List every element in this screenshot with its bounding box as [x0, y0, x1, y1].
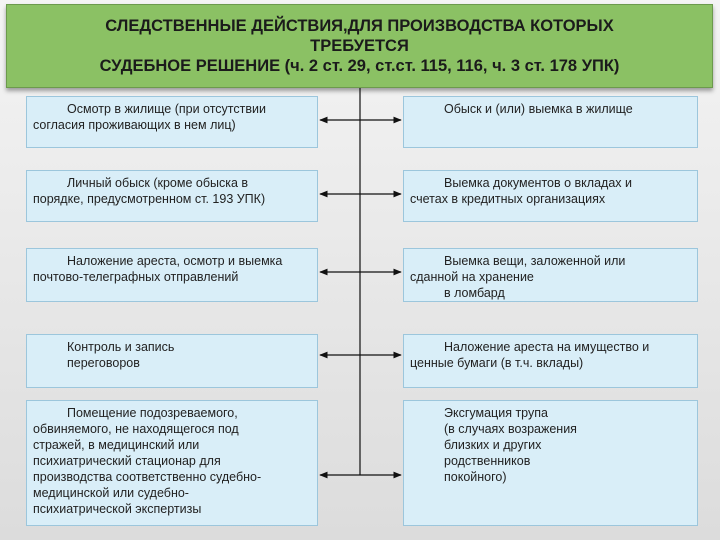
left-action-box-5: [26, 400, 318, 526]
left-action-1-line-1: Осмотр в жилище (при отсутствии: [67, 102, 266, 116]
title-line-3: СУДЕБНОЕ РЕШЕНИЕ (ч. 2 ст. 29, ст.ст. 115, 116, ч. 3 ст. 178 УПК): [99, 57, 620, 75]
right-action-box-1: [403, 96, 698, 148]
left-action-5-line-7: психиатрической экспертизы: [33, 502, 202, 516]
right-action-5-line-3: близких и других: [444, 438, 542, 452]
left-action-5-line-1: Помещение подозреваемого,: [67, 406, 238, 420]
right-action-box-3: [403, 248, 698, 302]
left-action-5-line-4: психиатрический стационар для: [33, 454, 221, 468]
right-action-5-line-2: (в случаях возражения: [444, 422, 577, 436]
left-action-box-1: [26, 96, 318, 148]
left-action-5-line-5: производства соответственно судебно-: [33, 470, 262, 484]
right-action-4-line-1: Наложение ареста на имущество и: [444, 340, 650, 354]
right-action-box-5: [403, 400, 698, 526]
right-action-box-4: [403, 334, 698, 388]
left-action-2-line-1: Личный обыск (кроме обыска в: [67, 176, 249, 190]
right-action-box-2: [403, 170, 698, 222]
right-action-3-line-1: Выемка вещи, заложенной или: [444, 254, 626, 268]
left-action-5-line-2: обвиняемого, не находящегося под: [33, 422, 239, 436]
right-action-1-line-1: Обыск и (или) выемка в жилище: [444, 102, 633, 116]
left-action-box-2: [26, 170, 318, 222]
right-action-2-line-2: счетах в кредитных организациях: [410, 192, 606, 206]
right-action-5-line-5: покойного): [444, 470, 507, 484]
right-action-4-line-2: ценные бумаги (в т.ч. вклады): [410, 356, 584, 370]
left-action-4-line-1: Контроль и запись: [67, 340, 175, 354]
right-action-3-line-2: сданной на хранение: [410, 270, 534, 284]
left-action-2-line-2: порядке, предусмотренном ст. 193 УПК): [33, 192, 266, 206]
right-action-2-line-1: Выемка документов о вкладах и: [444, 176, 632, 190]
title-line-2: ТРЕБУЕТСЯ: [310, 37, 409, 55]
right-action-3-line-3: в ломбард: [444, 286, 505, 300]
left-action-5-line-3: стражей, в медицинский или: [33, 438, 200, 452]
left-action-3-line-2: почтово-телеграфных отправлений: [33, 270, 239, 284]
left-action-3-line-1: Наложение ареста, осмотр и выемка: [67, 254, 283, 268]
left-action-box-3: [26, 248, 318, 302]
left-action-box-4: [26, 334, 318, 388]
left-action-4-line-2: переговоров: [67, 356, 140, 370]
left-action-1-line-2: согласия проживающих в нем лиц): [33, 118, 236, 132]
right-action-5-line-4: родственников: [444, 454, 531, 468]
left-action-5-line-6: медицинской или судебно-: [33, 486, 189, 500]
right-action-5-line-1: Эксгумация трупа: [444, 406, 548, 420]
title-line-1: СЛЕДСТВЕННЫЕ ДЕЙСТВИЯ,ДЛЯ ПРОИЗВОДСТВА КОТОРЫХ: [105, 17, 614, 35]
